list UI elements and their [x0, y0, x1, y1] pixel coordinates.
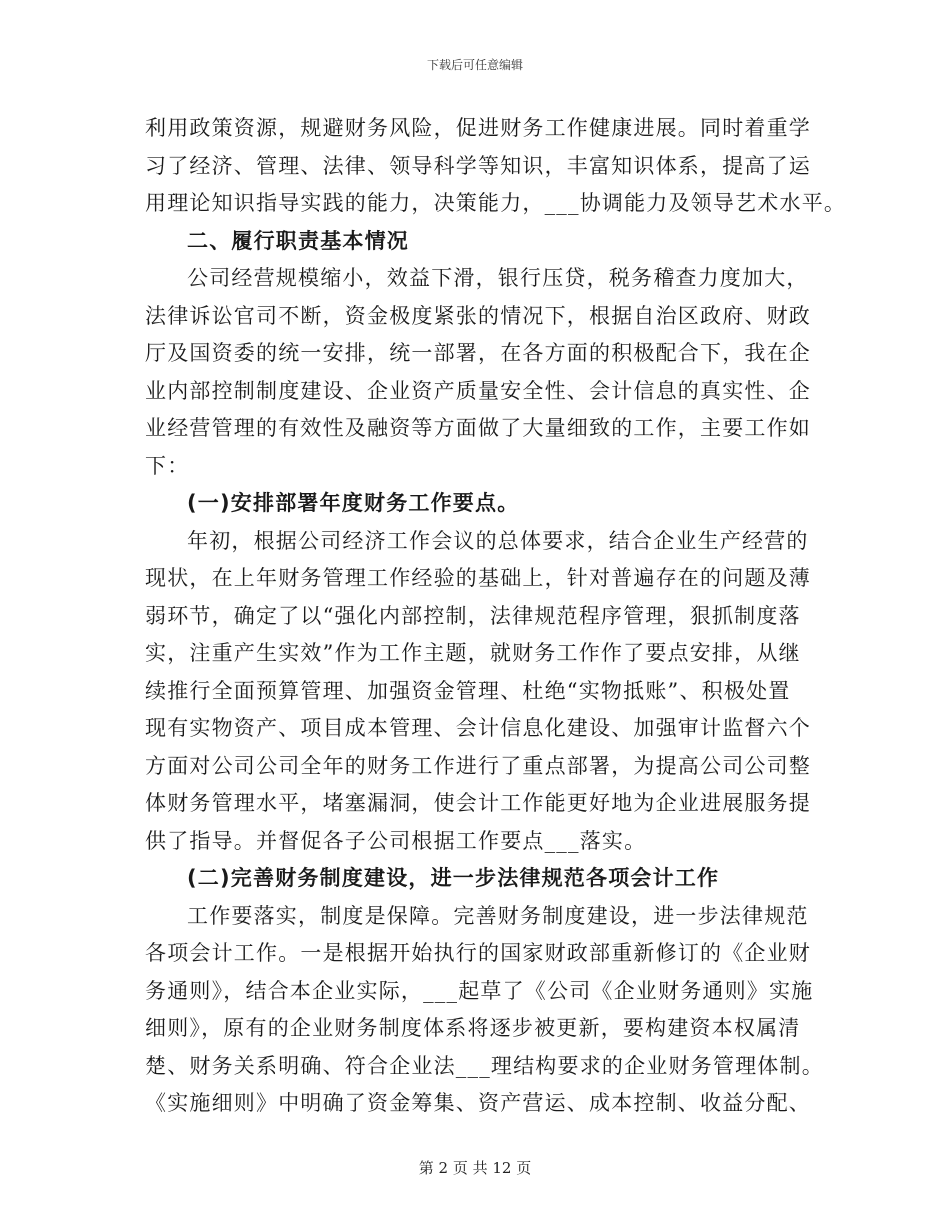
- text-line: 业经营管理的有效性及融资等方面做了大量细致的工作，主要工作如: [145, 416, 811, 440]
- page-header: 下载后可任意编辑: [426, 58, 523, 72]
- document-body: [145, 110, 847, 1123]
- text-line: 年初，根据公司经济工作会议的总体要求，结合企业生产经营的: [187, 528, 809, 553]
- text-line: 法律诉讼官司不断，资金极度紧张的情况下，根据自治区政府、财政: [145, 303, 811, 328]
- text-line: 细则》，原有的企业财务制度体系将逐步被更新，要构建资本权属清: [145, 1016, 801, 1040]
- text-line: 体财务管理水平，堵塞漏洞，使会计工作能更好地为企业进展服务提: [145, 791, 811, 815]
- text-line: 业内部控制制度建设、企业资产质量安全性、会计信息的真实性、企: [145, 378, 811, 403]
- text-line: 公司经营规模缩小，效益下滑，银行压贷，税务稽查力度加大，: [187, 266, 809, 290]
- text-line: 实，注重产生实效”作为工作主题，就财务工作作了要点安排，从继: [145, 641, 801, 665]
- text-line: 利用政策资源，规避财务风险，促进财务工作健康进展。同时着重学: [145, 116, 811, 140]
- text-line: 厅及国资委的统一安排，统一部署，在各方面的积极配合下，我在企: [145, 341, 811, 365]
- text-line: 现有实物资产、项目成本管理、会计信息化建设、加强审计监督六个: [145, 716, 811, 740]
- text-line: 方面对公司公司全年的财务工作进行了重点部署，为提高公司公司整: [145, 753, 811, 778]
- text-line: 习了经济、管理、法律、领导科学等知识，丰富知识体系，提高了运: [145, 153, 811, 178]
- text-line: 用理论知识指导实践的能力，决策能力，___协调能力及领导艺术水平。: [145, 191, 847, 215]
- text-line: 《实施细则》中明确了资金筹集、资产营运、成本控制、收益分配、: [145, 1091, 811, 1115]
- subsection-heading: (一)安排部署年度财务工作要点。: [187, 491, 520, 515]
- text-line: 续推行全面预算管理、加强资金管理、杜绝“实物抵账”、积极处置: [145, 678, 791, 703]
- text-line: 现状，在上年财务管理工作经验的基础上，针对普遍存在的问题及薄: [145, 566, 811, 590]
- text-line: 各项会计工作。一是根据开始执行的国家财政部重新修订的《企业财: [145, 941, 811, 965]
- text-line: 工作要落实，制度是保障。完善财务制度建设，进一步法律规范: [187, 903, 809, 928]
- text-line: 下：: [145, 453, 190, 478]
- page-footer: 第 2 页 共 12 页: [418, 1159, 532, 1177]
- text-line: 楚、财务关系明确、符合企业法___理结构要求的企业财务管理体制。: [145, 1053, 824, 1078]
- section-heading: 二、履行职责基本情况: [187, 228, 409, 253]
- subsection-heading: (二)完善财务制度建设，进一步法律规范各项会计工作: [187, 866, 720, 890]
- text-line: 务通则》，结合本企业实际，___起草了《公司《企业财务通则》实施: [145, 978, 814, 1003]
- text-line: 弱环节，确定了以“强化内部控制，法律规范程序管理，狠抓制度落: [145, 603, 801, 628]
- text-line: 供了指导。并督促各子公司根据工作要点___落实。: [145, 828, 647, 853]
